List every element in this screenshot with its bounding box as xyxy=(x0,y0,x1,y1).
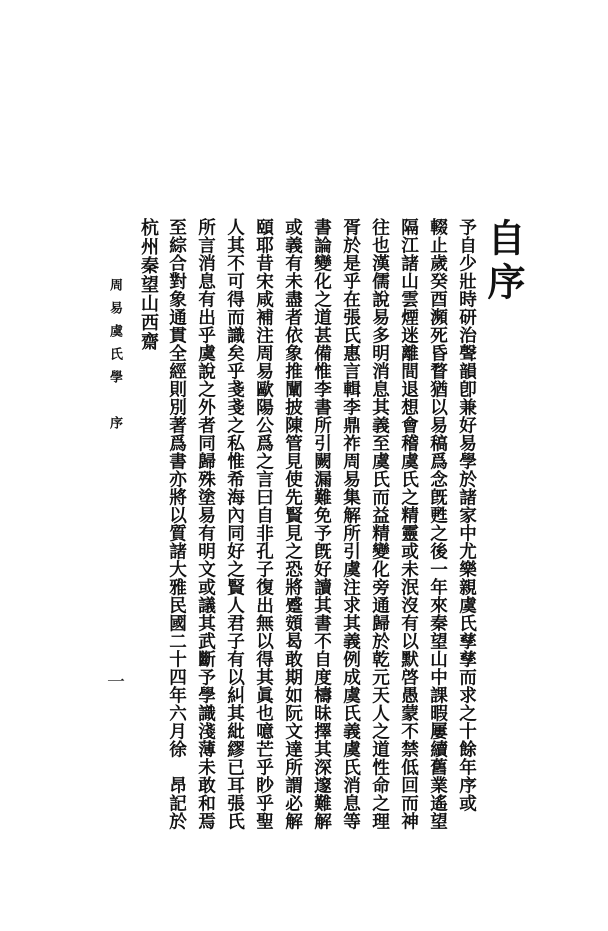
text-column-10: 所言消息有出乎虞說之外者同歸殊塗易有明文或議其武斷予學識淺薄未敢和焉 xyxy=(195,218,217,830)
text-column-7: 或義有未盡者依象推闡披陳管見使先賢見之恐將蹙頞曷敢期如阮文達所謂必解 xyxy=(282,218,304,830)
text-column-8: 頤耶昔宋咸補注周易歐陽公爲之言曰自非孔子復出無以得其眞也噫芒乎眇乎聖 xyxy=(253,218,275,830)
text-column-9: 人其不可得而識矣乎戔戔之私惟希海內同好之賢人君子有以糾其紕繆已耳張氏 xyxy=(224,218,246,830)
page-number: 一 xyxy=(104,672,125,690)
text-column-1: 予自少壯時研治聲韻卽兼好易學於諸家中尤樂親虞氏孳孳而求之十餘年序或 xyxy=(456,218,478,812)
text-column-11: 至綜合對象通貫全經則別著爲書亦將以質諸大雅民國二十四年六月徐 昂記於 xyxy=(166,218,188,830)
text-column-5: 胥於是乎在張氏惠言輯李鼎祚周易集解所引虞注求其義例成虞氏義虞氏消息等 xyxy=(340,218,362,830)
text-column-2: 輟止歲癸酉瀕死昏瞀猶以易稿爲念旣甦之後一年來秦望山中課暇屢續舊業遙望 xyxy=(427,218,449,830)
signature-place: 杭州秦望山西齋 xyxy=(138,218,159,351)
text-column-4: 往也漢儒說易多明消息其義至虞氏而益精變化旁通歸於乾元天人之道性命之理 xyxy=(369,218,391,830)
margin-running-title: 周易虞氏學 序 xyxy=(107,278,122,439)
page-title: 自序 xyxy=(481,218,526,306)
text-column-6: 書論變化之道甚備惟李書所引闕漏難免予旣好讀其書不自度檮昧擇其深邃難解 xyxy=(311,218,333,830)
text-column-3: 隔江諸山雲煙迷離間退想會稽虞氏之精靈或未泯沒有以默啓愚蒙不禁低回而神 xyxy=(398,218,420,830)
